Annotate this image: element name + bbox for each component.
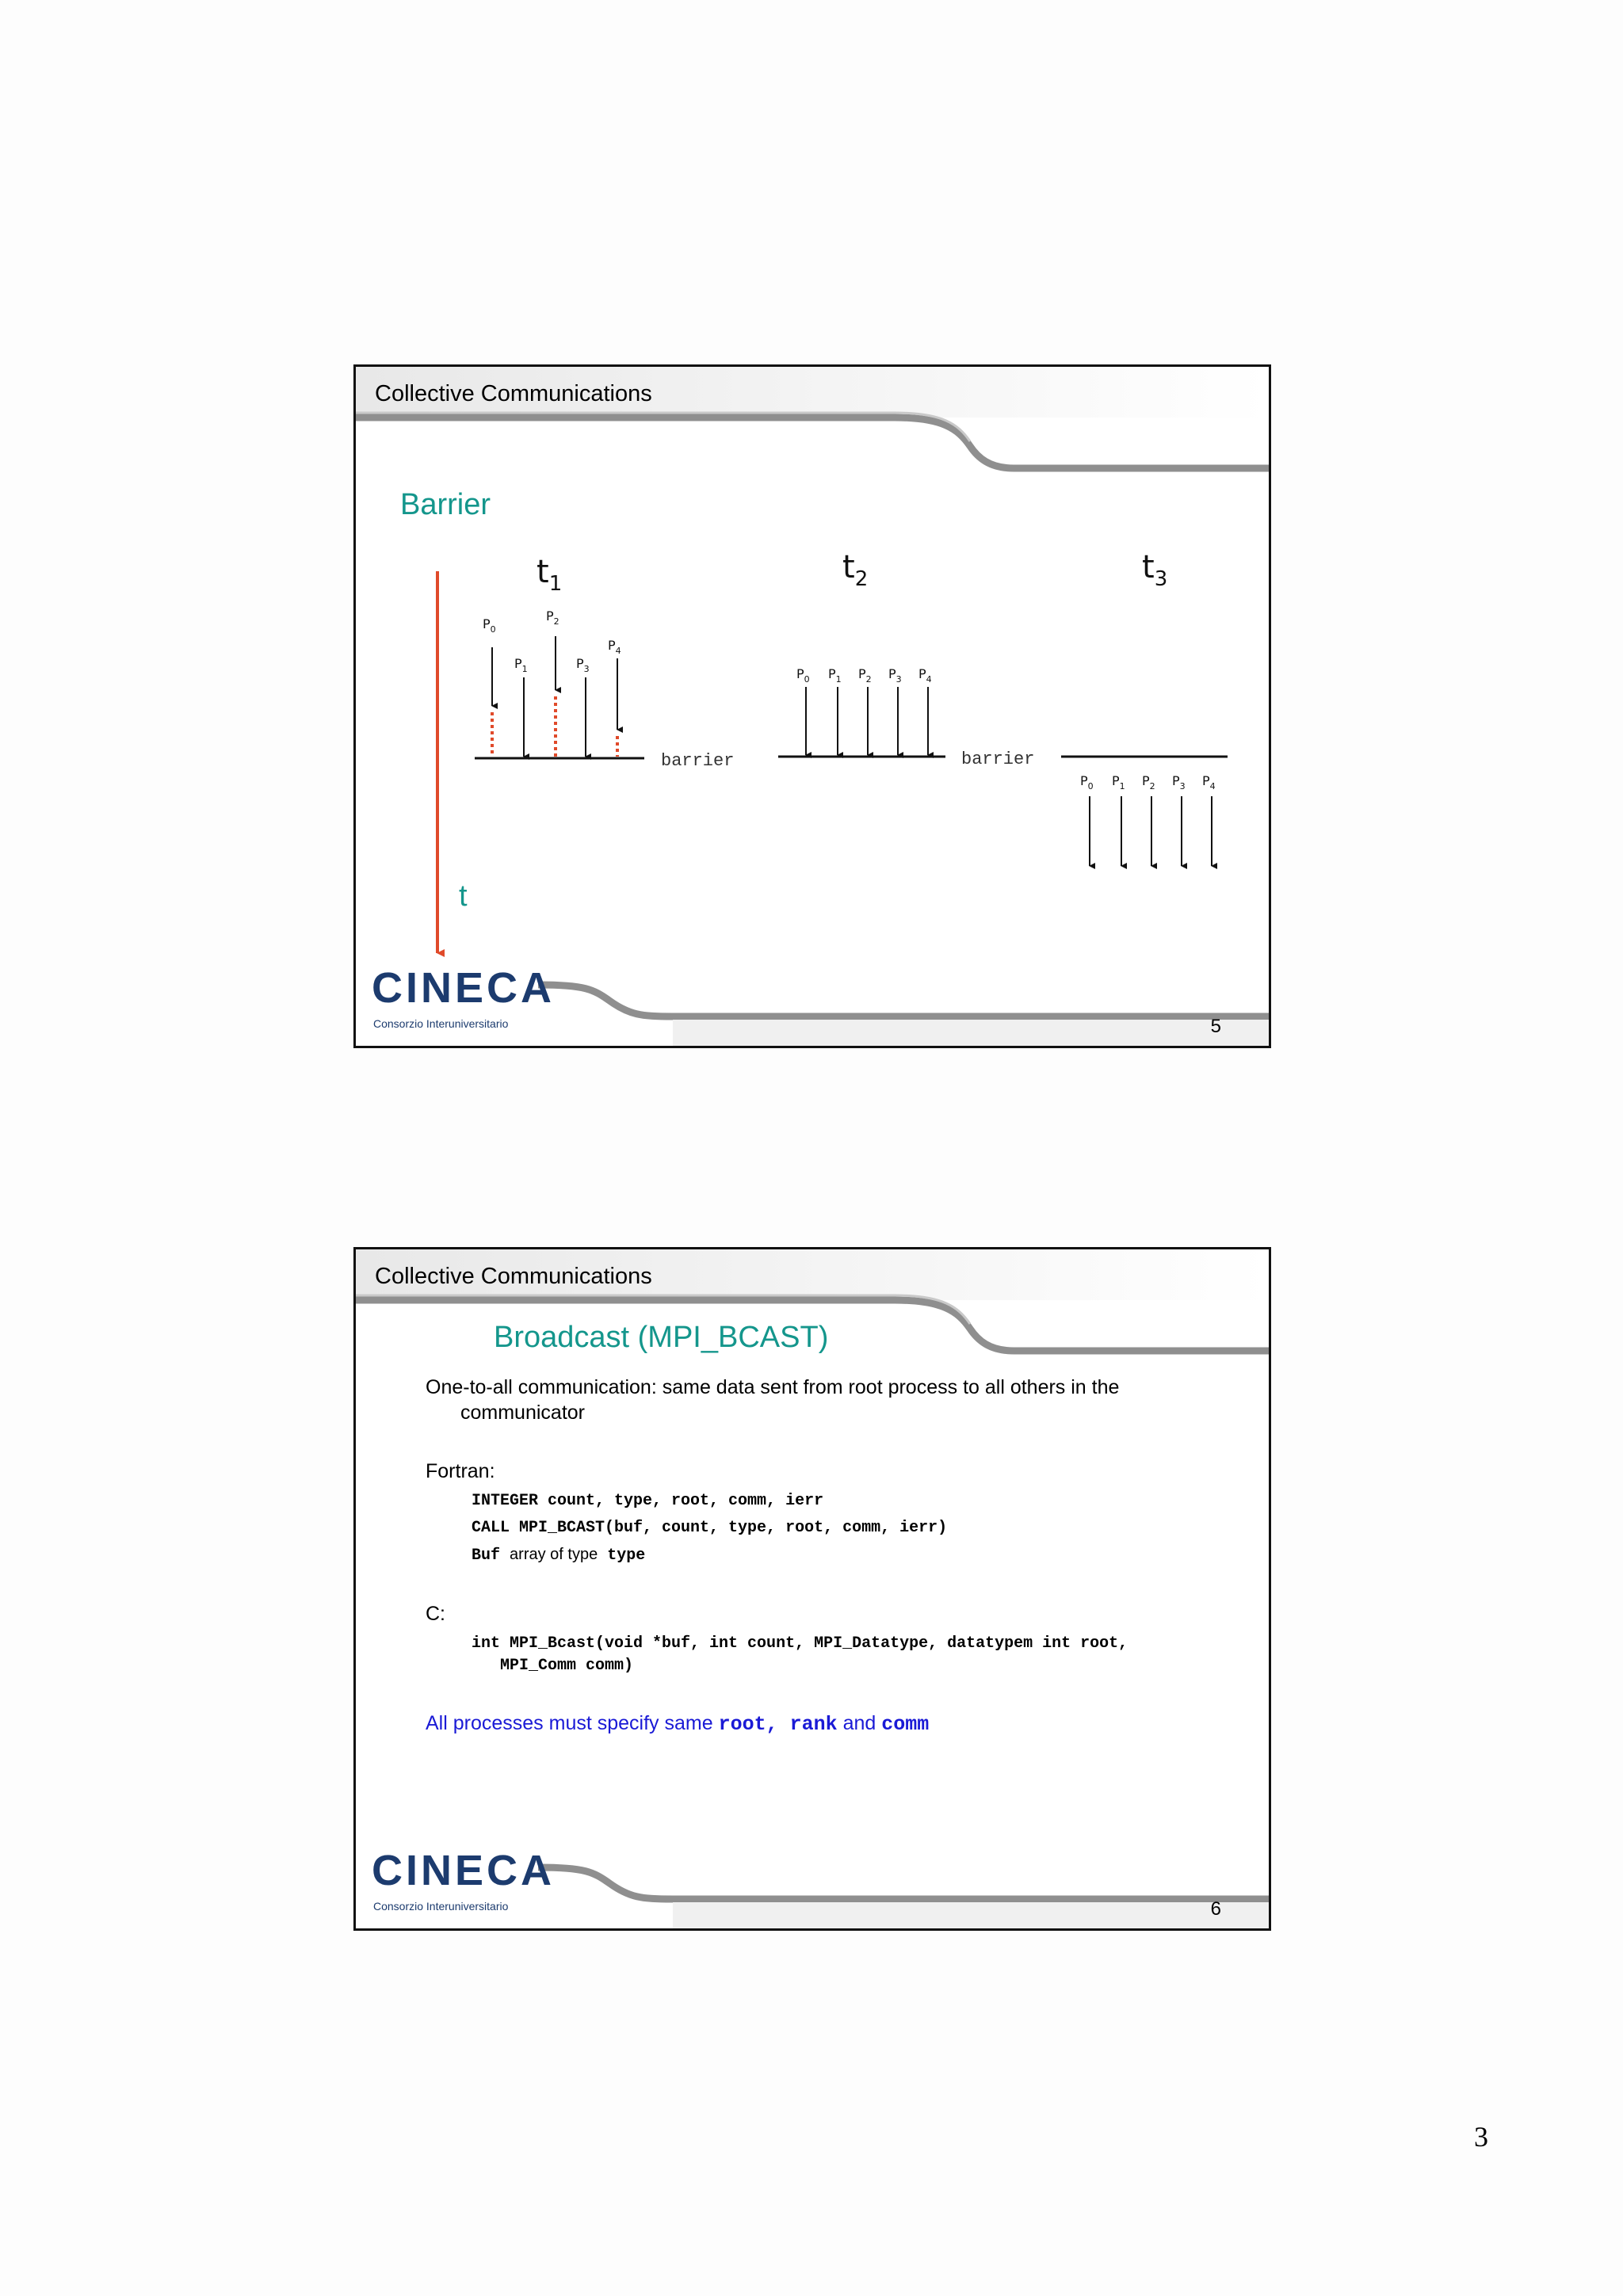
document-page-number: 3 xyxy=(1474,2121,1488,2153)
slide-page-number: 5 xyxy=(1210,1016,1221,1037)
fortran-declaration: INTEGER count, type, root, comm, ierr xyxy=(472,1492,824,1510)
time-axis-label: t xyxy=(459,879,468,913)
phase2-processes xyxy=(778,666,1034,769)
slide-broadcast xyxy=(353,1247,1271,1931)
p1-label-phase1: $P_1$ xyxy=(514,656,528,674)
phase-label-t3: $t_3$ xyxy=(1142,549,1168,591)
p3-label-phase3: $P_3$ xyxy=(1172,773,1186,791)
slide-barrier xyxy=(353,364,1271,1048)
fortran-call: CALL MPI_BCAST(buf, count, type, root, comm, ierr) xyxy=(472,1519,948,1537)
c-signature-line-2: MPI_Comm comm) xyxy=(500,1657,634,1675)
slide-header: Collective Communications xyxy=(375,381,652,406)
p0-label-phase2: $P_0$ xyxy=(796,666,810,685)
p3-label-phase2: $P_3$ xyxy=(888,666,902,685)
p0-label-phase3: $P_0$ xyxy=(1080,773,1094,791)
p2-label-phase1: $P_2$ xyxy=(546,608,559,627)
p4-label-phase1: $P_4$ xyxy=(608,638,621,656)
phase-label-t1: $t_1$ xyxy=(537,554,563,596)
p2-label-phase2: $P_2$ xyxy=(858,666,872,685)
c-signature-line-1: int MPI_Bcast(void *buf, int count, MPI_Datatype, datatypem int root, xyxy=(472,1634,1128,1653)
phase1-processes xyxy=(475,608,734,771)
slide-title: Broadcast (MPI_BCAST) xyxy=(494,1321,829,1354)
description-line-2: communicator xyxy=(460,1402,585,1424)
barrier-diagram xyxy=(356,367,1269,1046)
cineca-logo: CINECA xyxy=(372,1847,556,1894)
slide-title: Barrier xyxy=(400,488,491,521)
description-line-1: One-to-all communication: same data sent from root process to all others in the xyxy=(426,1376,1120,1398)
c-label: C: xyxy=(426,1603,445,1625)
phase-label-t2: $t_2$ xyxy=(842,549,869,591)
barrier-label-1: barrier xyxy=(661,751,735,771)
fortran-buf-note: Buf array of type type xyxy=(472,1546,646,1565)
cineca-logo-subtitle: Consorzio Interuniversitario xyxy=(373,1900,509,1913)
requirement-note: All processes must specify same root, rank and comm xyxy=(426,1712,930,1736)
p2-label-phase3: $P_2$ xyxy=(1142,773,1155,791)
cineca-logo: CINECA xyxy=(372,964,556,1012)
p1-label-phase2: $P_1$ xyxy=(828,666,842,685)
slide-header: Collective Communications xyxy=(375,1264,652,1289)
fortran-label: Fortran: xyxy=(426,1460,495,1482)
p4-label-phase3: $P_4$ xyxy=(1202,773,1216,791)
p3-label-phase1: $P_3$ xyxy=(576,656,590,674)
slide-page-number: 6 xyxy=(1210,1898,1221,1920)
phase3-processes xyxy=(1061,757,1228,866)
barrier-label-2: barrier xyxy=(961,749,1035,769)
p4-label-phase2: $P_4$ xyxy=(918,666,932,685)
p0-label-phase1: $P_0$ xyxy=(483,616,496,635)
cineca-logo-subtitle: Consorzio Interuniversitario xyxy=(373,1017,509,1030)
p1-label-phase3: $P_1$ xyxy=(1112,773,1125,791)
